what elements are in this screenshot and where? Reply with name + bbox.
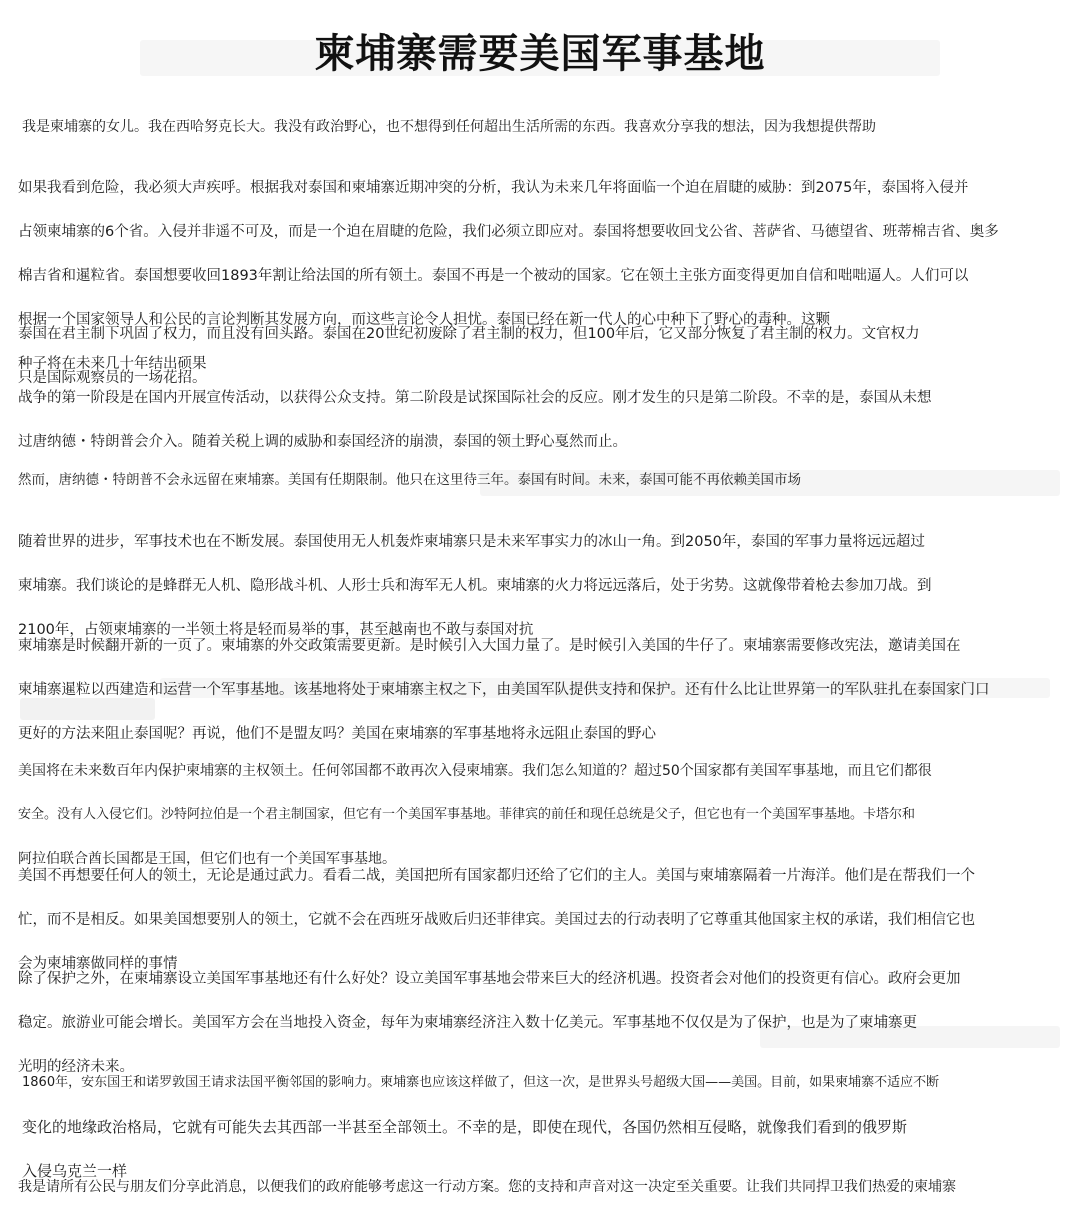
text-line: 1860年，安东国王和诺罗敦国王请求法国平衡邻国的影响力。柬埔寨也应该这样做了，但这一次，是世界头号超级大国——美国。目前，如果柬埔寨不适应不断 xyxy=(22,1075,940,1090)
text-line: 柬埔寨是时候翻开新的一页了。柬埔寨的外交政策需要更新。是时候引入大国力量了。是时候引入美国的牛仔了。柬埔寨需要修改宪法，邀请美国在 xyxy=(18,638,961,654)
text-line: 入侵乌克兰一样 xyxy=(22,1162,128,1180)
text-line: 过唐纳德・特朗普会介入。随着关税上调的威胁和泰国经济的崩溃，泰国的领土野心戛然而止。 xyxy=(18,434,627,450)
text-line: 随着世界的进步，军事技术也在不断发展。泰国使用无人机轰炸柬埔寨只是未来军事实力的冰山一角。到2050年，泰国的军事力量将远远超过 xyxy=(18,534,925,550)
text-line: 除了保护之外，在柬埔寨设立美国军事基地还有什么好处？设立美国军事基地会带来巨大的经济机遇。投资者会对他们的投资更有信心。政府会更加 xyxy=(18,971,961,987)
text-line: 美国不再想要任何人的领土，无论是通过武力。看看二战，美国把所有国家都归还给了它们的主人。美国与柬埔寨隔着一片海洋。他们是在帮我们一个 xyxy=(18,868,975,884)
text-line: 更好的方法来阻止泰国呢？再说，他们不是盟友吗？美国在柬埔寨的军事基地将永远阻止泰国的野心 xyxy=(18,726,656,742)
text-line: 柬埔寨。我们谈论的是蜂群无人机、隐形战斗机、人形士兵和海军无人机。柬埔寨的火力将远远落后，处于劣势。这就像带着枪去参加刀战。到 xyxy=(18,578,932,594)
text-line: 根据一个国家领导人和公民的言论判断其发展方向，而这些言论令人担忧。泰国已经在新一代人的心中种下了野心的毒种。这颗 xyxy=(18,312,830,328)
text-line: 柬埔寨暹粒以西建造和运营一个军事基地。该基地将处于柬埔寨主权之下，由美国军队提供支持和保护。还有什么比让世界第一的军队驻扎在泰国家门口 xyxy=(18,682,990,698)
paragraph xyxy=(22,94,1052,160)
text-line: 我是柬埔寨的女儿。我在西哈努克长大。我没有政治野心，也不想得到任何超出生活所需的东西。我喜欢分享我的想法，因为我想提供帮助 xyxy=(22,119,876,135)
text-line: 我是请所有公民与朋友们分享此消息，以便我们的政府能够考虑这一行动方案。您的支持和声音对这一决定至关重要。让我们共同捍卫我们热爱的柬埔寨 xyxy=(18,1179,956,1195)
text-line: 阿拉伯联合酋长国都是王国，但它们也有一个美国军事基地。 xyxy=(18,851,396,867)
text-line: 会为柬埔寨做同样的事情 xyxy=(18,956,178,972)
text-line: 种子将在未来几十年结出硕果 xyxy=(18,356,207,372)
text-line: 泰国在君主制下巩固了权力，而且没有回头路。泰国在20世纪初废除了君主制的权力，但100年后，它又部分恢复了君主制的权力。文官权力 xyxy=(18,326,920,342)
text-line: 然而，唐纳德・特朗普不会永远留在柬埔寨。美国有任期限制。他只在这里待三年。泰国有时间。未来，泰国可能不再依赖美国市场 xyxy=(18,472,801,488)
text-line: 如果我看到危险，我必须大声疾呼。根据我对泰国和柬埔寨近期冲突的分析，我认为未来几年将面临一个迫在眉睫的威胁：到2075年，泰国将入侵并 xyxy=(18,180,969,196)
text-line: 占领柬埔寨的6个省。入侵并非遥不可及，而是一个迫在眉睫的危险，我们必须立即应对。泰国将想要收回戈公省、菩萨省、马德望省、班蒂棉吉省、奥多 xyxy=(18,224,999,240)
text-line: 只是国际观察员的一场花招。 xyxy=(18,370,207,386)
page-title: 柬埔寨需要美国军事基地 xyxy=(314,31,766,77)
text-line: 美国将在未来数百年内保护柬埔寨的主权领土。任何邻国都不敢再次入侵柬埔寨。我们怎么知道的？超过50个国家都有美国军事基地，而且它们都很 xyxy=(18,763,932,779)
text-line: 战争的第一阶段是在国内开展宣传活动，以获得公众支持。第二阶段是试探国际社会的反应。刚才发生的只是第二阶段。不幸的是，泰国从未想 xyxy=(18,390,932,406)
paragraph xyxy=(18,447,1048,513)
text-line: 光明的经济未来。 xyxy=(18,1059,134,1075)
text-line: 棉吉省和暹粒省。泰国想要收回1893年割让给法国的所有领土。泰国不再是一个被动的国家。它在领土主张方面变得更加自信和咄咄逼人。人们可以 xyxy=(18,268,969,284)
text-line: 稳定。旅游业可能会增长。美国军方会在当地投入资金，每年为柬埔寨经济注入数十亿美元。军事基地不仅仅是为了保护，也是为了柬埔寨更 xyxy=(18,1015,917,1031)
text-line: 忙，而不是相反。如果美国想要别人的领土，它就不会在西班牙战败后归还菲律宾。美国过去的行动表明了它尊重其他国家主权的承诺，我们相信它也 xyxy=(18,912,975,928)
text-line: 2100年，占领柬埔寨的一半领土将是轻而易举的事，甚至越南也不敢与泰国对抗 xyxy=(18,622,534,638)
paragraph xyxy=(18,1154,1048,1220)
text-line: 安全。没有人入侵它们。沙特阿拉伯是一个君主制国家，但它有一个美国军事基地。菲律宾的前任和现任总统是父子，但它也有一个美国军事基地。卡塔尔和 xyxy=(18,807,916,822)
text-line: 变化的地缘政治格局，它就有可能失去其西部一半甚至全部领土。不幸的是，即使在现代，各国仍然相互侵略，就像我们看到的俄罗斯 xyxy=(22,1118,908,1136)
